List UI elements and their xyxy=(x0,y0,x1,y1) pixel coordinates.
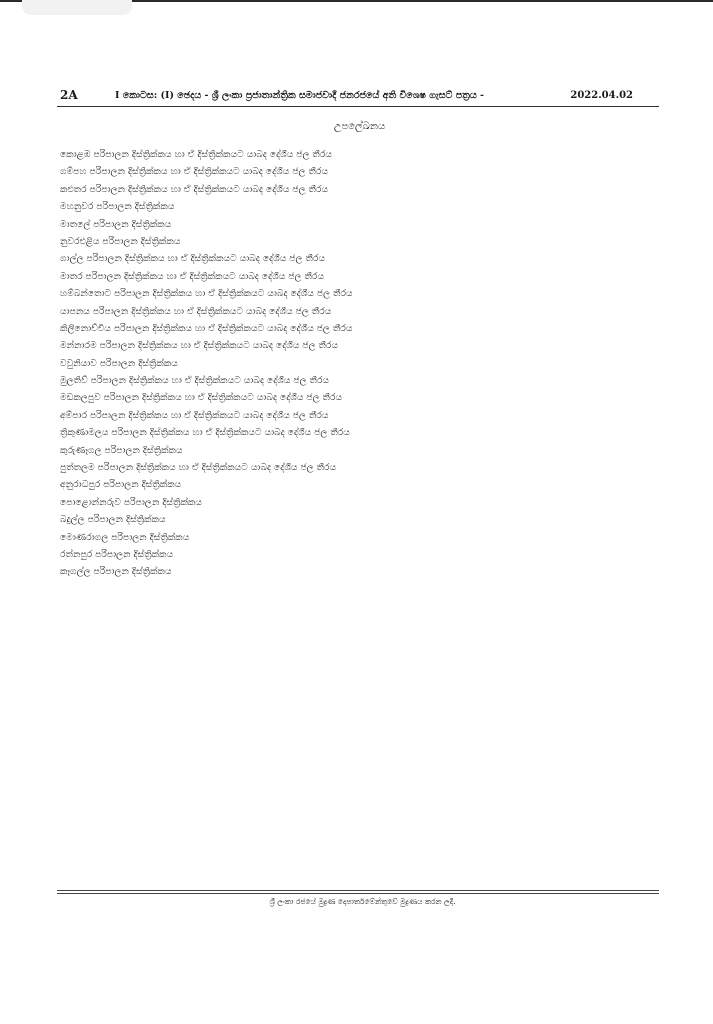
list-item: අනුරාධපුර පරිපාලන දිස්ත්‍රික්කය xyxy=(60,479,182,491)
list-item: පුත්තලම පරිපාලන දිස්ත්‍රික්කය හා ඒ දිස්ත්‍රික්කයට යාබද දේශීය ජල තීරය xyxy=(60,462,337,474)
list-item: කෑගල්ල පරිපාලන දිස්ත්‍රික්කය xyxy=(60,566,172,578)
list-item: බදුල්ල පරිපාලන දිස්ත්‍රික්කය xyxy=(60,514,166,526)
running-header xyxy=(57,88,659,104)
list-item: මඩකලපුව පරිපාලන දිස්ත්‍රික්කය හා ඒ දිස්ත්‍රික්කයට යාබද දේශීය ජල තීරය xyxy=(60,392,343,404)
list-item: ගම්පහ පරිපාලන දිස්ත්‍රික්කය හා ඒ දිස්ත්‍රික්කයට යාබද දේශීය ජල තීරය xyxy=(60,166,329,178)
list-item: මන්නාරම පරිපාලන දිස්ත්‍රික්කය හා ඒ දිස්ත්‍රික්කයට යාබද දේශීය ජල තීරය xyxy=(60,340,339,352)
list-item: කුරුණෑගල පරිපාලන දිස්ත්‍රික්කය xyxy=(60,444,183,456)
list-item: නුවරඑළිය පරිපාලන දිස්ත්‍රික්කය xyxy=(60,235,181,247)
page-number: 2A xyxy=(60,88,78,102)
section-title: උපලේඛනය xyxy=(333,121,386,132)
list-item: රත්නපුර පරිපාලන දිස්ත්‍රික්කය xyxy=(60,548,174,560)
list-item: මාතලේ පරිපාලන දිස්ත්‍රික්කය xyxy=(60,218,172,230)
footer-rule xyxy=(57,893,659,894)
list-item: කිලිනොච්චිය පරිපාලන දිස්ත්‍රික්කය හා ඒ දිස්ත්‍රික්කයට යාබද දේශීය ජල තීරය xyxy=(60,322,353,334)
running-title: I කොටස: (I) ඡෙදය - ශ්‍රී ලංකා ප්‍රජාතාන්ත්‍රික සමාජවාදී ජනරජයේ අති විශෙෂ ගැසට් පත්‍රය - xyxy=(115,90,484,101)
list-item: මාතර පරිපාලන දිස්ත්‍රික්කය හා ඒ දිස්ත්‍රික්කයට යාබද දේශීය ජල තීරය xyxy=(60,270,325,282)
list-item: යාපනය පරිපාලන දිස්ත්‍රික්කය හා ඒ දිස්ත්‍රික්කයට යාබද දේශීය ජල තීරය xyxy=(60,305,332,317)
list-item: අම්පාර පරිපාලන දිස්ත්‍රික්කය හා ඒ දිස්ත්‍රික්කයට යාබද දේශීය ජල තීරය xyxy=(60,409,329,421)
list-item: ගාල්ල පරිපාලන දිස්ත්‍රික්කය හා ඒ දිස්ත්‍රික්කයට යාබද දේශීය ජල තීරය xyxy=(60,253,326,265)
list-item: කළුතර පරිපාලන දිස්ත්‍රික්කය හා ඒ දිස්ත්‍රික්කයට යාබද දේශීය ජල තීරය xyxy=(60,183,329,195)
list-item: වවුනියාව පරිපාලන දිස්ත්‍රික්කය xyxy=(60,357,178,369)
district-list xyxy=(60,146,353,581)
footer-rule xyxy=(57,890,659,891)
printer-imprint: ශ්‍රී ලංකා රජයේ මුද්‍රණ දෙපාර්තමේන්තුවේ මුද්‍රණය කරන ලදී. xyxy=(269,897,456,906)
list-item: හම්බන්තොට පරිපාලන දිස්ත්‍රික්කය හා ඒ දිස්ත්‍රික්කයට යාබද දේශීය ජල තීරය xyxy=(60,288,353,300)
list-item: පොළොන්නරුව පරිපාලන දිස්ත්‍රික්කය xyxy=(60,496,202,508)
header-rule xyxy=(57,106,659,107)
top-tab-shape xyxy=(22,0,132,15)
list-item: මහනුවර පරිපාලන දිස්ත්‍රික්කය xyxy=(60,201,175,213)
list-item: මුලතිව් පරිපාලන දිස්ත්‍රික්කය හා ඒ දිස්ත්‍රික්කයට යාබද දේශීය ජල තීරය xyxy=(60,375,330,387)
list-item: මොණරාගල පරිපාලන දිස්ත්‍රික්කය xyxy=(60,531,190,543)
gazette-date: 2022.04.02 xyxy=(570,90,633,101)
list-item: කොළඹ පරිපාලන දිස්ත්‍රික්කය හා ඒ දිස්ත්‍රික්කයට යාබද දේශීය ජල තීරය xyxy=(60,149,333,160)
list-item: ත්‍රිකුණාමලය පරිපාලන දිස්ත්‍රික්කය හා ඒ දිස්ත්‍රික්කයට යාබද දේශීය ජල තීරය xyxy=(60,427,350,439)
